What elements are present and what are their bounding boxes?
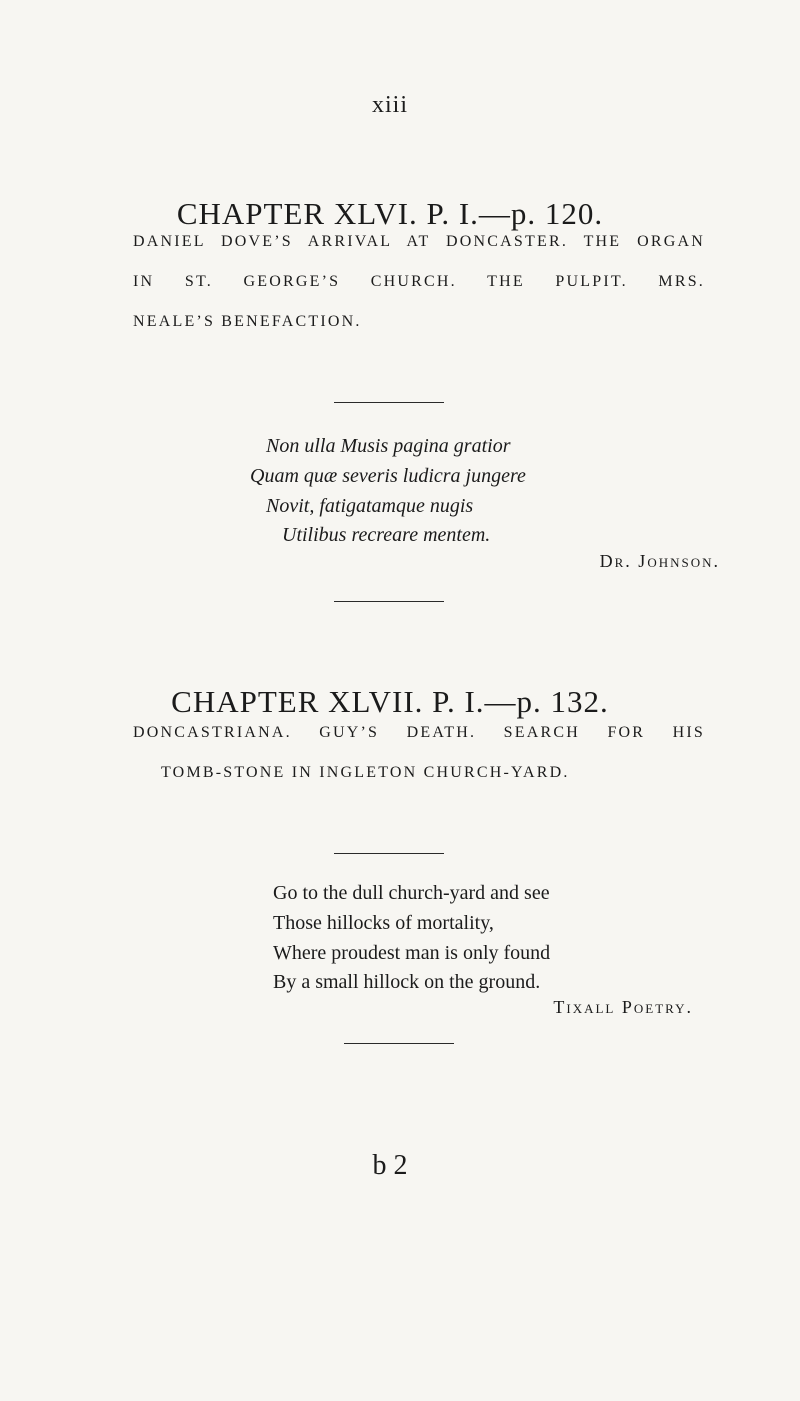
chapter-47-rule-bottom (344, 1043, 454, 1044)
chapter-46-rule-top (334, 402, 444, 403)
chapter-46-title: CHAPTER XLVI. P. I.—p. 120. (176, 196, 604, 231)
chapter-47-epigraph-line-4: By a small hillock on the ground. (273, 971, 541, 993)
chapter-47-summary (133, 713, 705, 793)
chapter-47-epigraph-line-2: Those hillocks of mortality, (273, 912, 494, 934)
chapter-47-summary-line-2: TOMB-STONE IN INGLETON CHURCH-YARD. (161, 764, 570, 781)
chapter-46-summary-line-1: DANIEL DOVE’S ARRIVAL AT DONCASTER. THE ORGAN (133, 233, 705, 250)
chapter-46-epigraph-line-3: Novit, fatigatamque nugis (266, 495, 474, 517)
chapter-46-epigraph-line-4: Utilibus recreare mentem. (282, 524, 491, 546)
chapter-46-summary-line-3: NEALE’S BENEFACTION. (133, 313, 362, 330)
chapter-46-epigraph-line-1: Non ulla Musis pagina gratior (266, 435, 511, 457)
chapter-47-epigraph-line-1: Go to the dull church-yard and see (273, 882, 550, 904)
signature-mark: b 2 (372, 1150, 408, 1181)
chapter-46-rule-bottom (334, 601, 444, 602)
chapter-46-attribution: Dr. Johnson. (599, 551, 720, 571)
chapter-47-title: CHAPTER XLVII. P. I.—p. 132. (171, 684, 609, 719)
chapter-47-epigraph-line-3: Where proudest man is only found (273, 942, 551, 964)
chapter-46-summary (133, 222, 705, 342)
chapter-46-summary-line-2: IN ST. GEORGE’S CHURCH. THE PULPIT. MRS. (133, 273, 705, 290)
chapter-47-summary-line-1: DONCASTRIANA. GUY’S DEATH. SEARCH FOR HIS (133, 724, 705, 741)
chapter-47-rule-top (334, 853, 444, 854)
chapter-46-epigraph-line-2: Quam quæ severis ludicra jungere (250, 465, 526, 487)
page-number: xiii (371, 92, 408, 118)
chapter-47-attribution: Tixall Poetry. (553, 997, 693, 1017)
